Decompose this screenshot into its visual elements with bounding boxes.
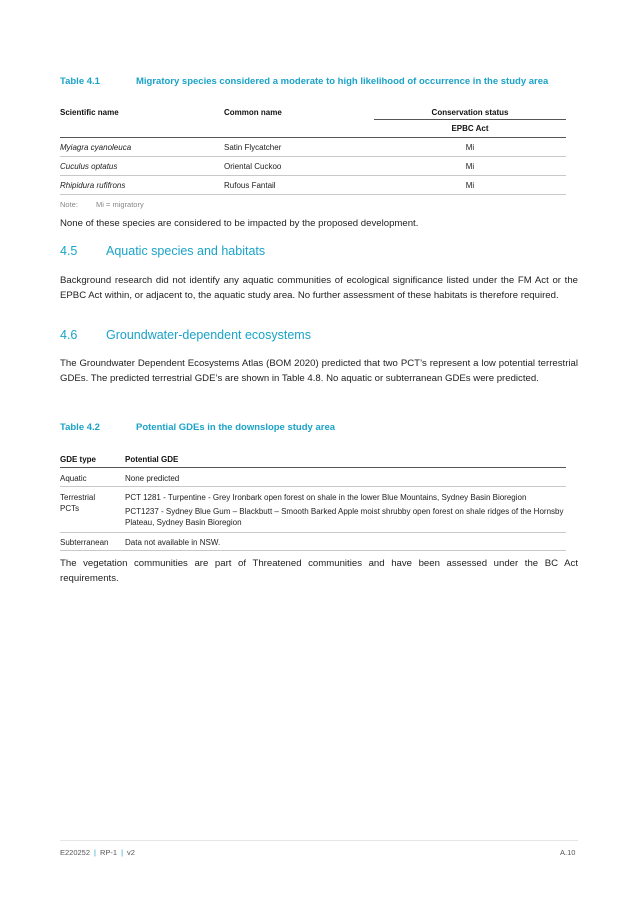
table-4-2-caption	[60, 422, 335, 433]
paragraph-impact: None of these species are considered to be impacted by the proposed development.	[60, 218, 419, 229]
potential-gde: PCT1237 - Sydney Blue Gum – Blackbutt – Smooth Barked Apple moist shrubby open forest on shale ridges of the Hornsby Plateau, Sydney Basin Bioregion	[125, 507, 564, 527]
gde-type: Subterranean	[60, 538, 109, 547]
table-title: Migratory species considered a moderate to high likelihood of occurrence in the study area	[136, 76, 549, 87]
table-title: Potential GDEs in the downslope study area	[136, 422, 336, 433]
section-number: 4.6	[60, 328, 78, 342]
col-header-epbc-act: EPBC Act	[451, 124, 489, 133]
potential-gde: Data not available in NSW.	[125, 538, 221, 547]
section-title: Aquatic species and habitats	[106, 244, 266, 258]
common-name: Oriental Cuckoo	[224, 162, 282, 171]
page-number: A.10	[560, 848, 576, 857]
section-4-6-heading	[60, 328, 311, 342]
table-4-1-caption	[60, 76, 548, 87]
report-number: RP-1	[99, 848, 118, 857]
scientific-name: Cuculus optatus	[60, 162, 118, 171]
footer-rule	[60, 840, 578, 841]
table-number: Table 4.2	[60, 422, 100, 433]
table-row	[60, 468, 566, 487]
table-row	[60, 138, 566, 157]
header-divider	[374, 119, 566, 120]
scientific-name: Myiagra cyanoleuca	[60, 143, 132, 152]
table-row	[60, 533, 566, 551]
paragraph-gde: The Groundwater Dependent Ecosystems Atlas (BOM 2020) predicted that two PCT’s represent a low potential terrestrial GDEs. The predicted terrestrial GDE’s are shown in Table 4.8. No aquatic or subterranean GDEs were predicted.	[60, 358, 578, 384]
doc-number: E220252	[60, 848, 91, 857]
separator: |	[94, 848, 96, 857]
col-header-scientific-name: Scientific name	[60, 108, 119, 117]
table-row	[60, 157, 566, 176]
section-title: Groundwater-dependent ecosystems	[106, 328, 311, 342]
paragraph-vegetation: The vegetation communities are part of Threatened communities and have been assessed under the BC Act requirements.	[60, 558, 578, 584]
scientific-name: Rhipidura rufifrons	[60, 181, 126, 190]
version: v2	[127, 848, 135, 857]
gde-type: Aquatic	[60, 474, 87, 483]
potential-gde: None predicted	[125, 474, 180, 483]
paragraph-aquatic: Background research did not identify any aquatic communities of ecological significance listed under the FM Act or the EPBC Act within, or adjacent to, the aquatic study area. No further assessment of these habitats is therefore required.	[60, 275, 578, 301]
conservation-status: Mi	[465, 162, 475, 171]
common-name: Rufous Fantail	[224, 181, 276, 190]
gde-type-line: Terrestrial	[60, 493, 96, 502]
table-note-label: Note:	[60, 200, 78, 209]
table-row	[60, 487, 566, 533]
gde-type-line: PCTs	[60, 504, 80, 513]
col-header-gde-type: GDE type	[60, 455, 97, 464]
col-header-potential-gde: Potential GDE	[125, 455, 179, 464]
common-name: Satin Flycatcher	[224, 143, 282, 152]
conservation-status: Mi	[465, 143, 475, 152]
section-4-5-heading	[60, 244, 265, 258]
table-number: Table 4.1	[60, 76, 100, 87]
footer-doc-ref	[60, 848, 135, 857]
separator: |	[121, 848, 124, 857]
conservation-status: Mi	[465, 181, 475, 190]
col-header-conservation-status: Conservation status	[431, 108, 509, 117]
section-number: 4.5	[60, 244, 78, 258]
table-note-text: Mi = migratory	[96, 200, 144, 209]
potential-gde: PCT 1281 - Turpentine - Grey Ironbark open forest on shale in the lower Blue Mountains, Sydney Basin Bioregion	[125, 493, 527, 502]
table-row	[60, 176, 566, 195]
gde-type	[60, 492, 95, 514]
col-header-common-name: Common name	[224, 108, 282, 117]
